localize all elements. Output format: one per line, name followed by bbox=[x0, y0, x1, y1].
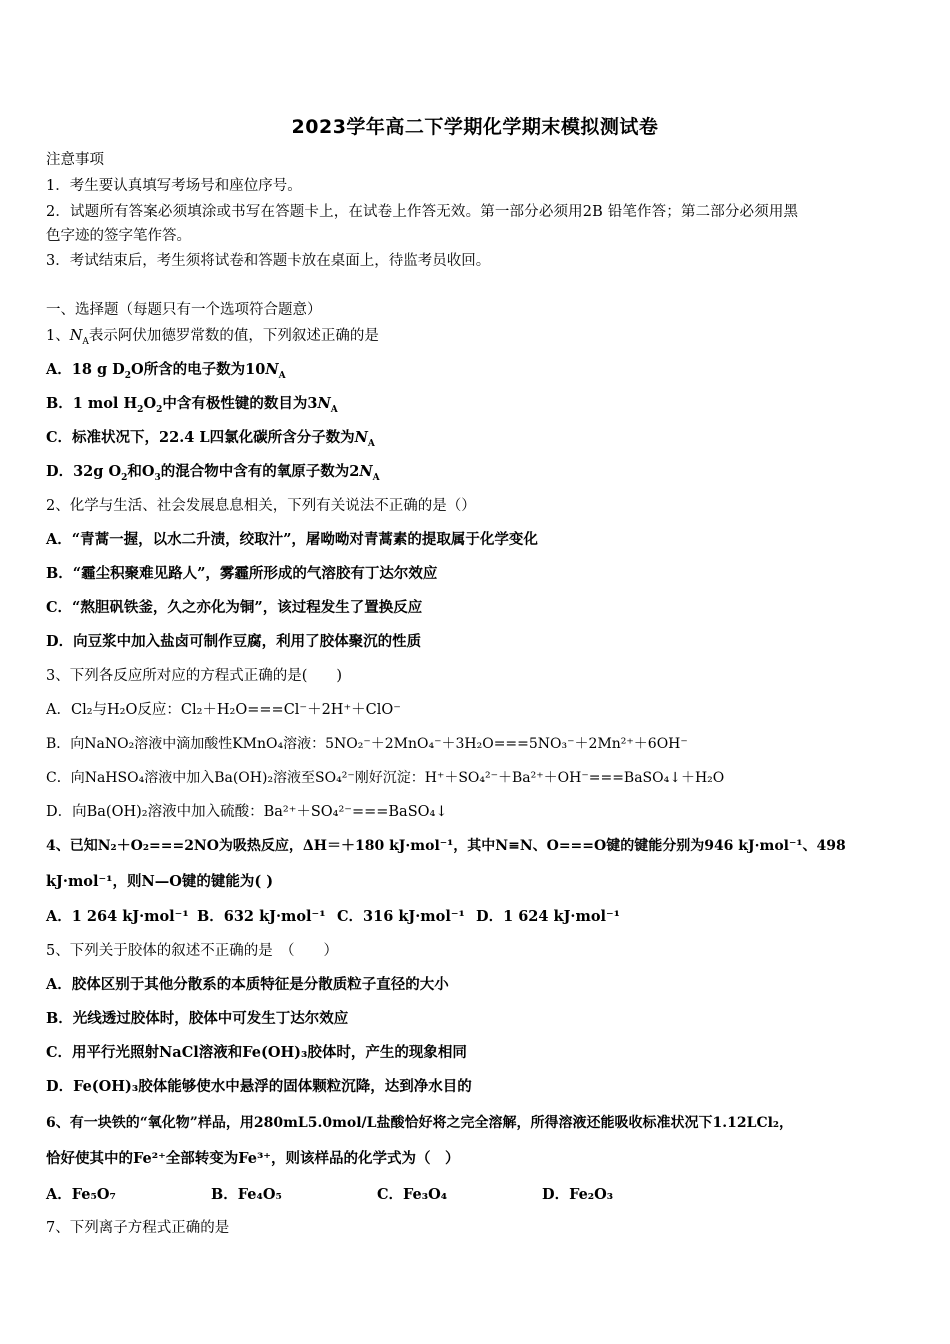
q1-option-a: A．18 g $D_2O$所含的电子数为$10N_A$ bbox=[46, 361, 286, 381]
q6-option-b: B．Fe₄O₅ bbox=[211, 1186, 282, 1203]
q4-stem-line-1: 4、已知N₂＋O₂===2NO为吸热反应，ΔH＝＋180 kJ·mol⁻¹，其中N≡N、O===O键的键能分别为946 kJ·mol⁻¹、498 bbox=[46, 838, 846, 854]
q4-option-a: A．1 264 kJ·mol⁻¹ bbox=[46, 908, 189, 925]
q1-option-d: D．32g $O_2$和$O_3$的混合物中含有的氧原子数为$2N_A$ bbox=[46, 463, 380, 483]
q6-options bbox=[46, 1185, 912, 1205]
q2-stem: 2、化学与生活、社会发展息息相关，下列有关说法不正确的是（） bbox=[46, 498, 476, 514]
q4-option-d: D．1 624 kJ·mol⁻¹ bbox=[476, 908, 621, 925]
q1-option-c: C．标准状况下，22.4 L四氯化碳所含分子数为$N_A$ bbox=[46, 429, 375, 449]
q2-option-d: D．向豆浆中加入盐卤可制作豆腐，利用了胶体聚沉的性质 bbox=[46, 633, 422, 650]
q5-stem: 5、下列关于胶体的叙述不正确的是 （ ） bbox=[46, 943, 338, 959]
q5-option-d: D．Fe(OH)₃胶体能够使水中悬浮的固体颗粒沉降，达到净水目的 bbox=[46, 1078, 472, 1095]
q1-option-b: B．1 mol $H_2O_2$中含有极性键的数目为$3N_A$ bbox=[46, 395, 338, 415]
q3-option-c: C．向NaHSO₄溶液中加入Ba(OH)₂溶液至SO₄²⁻刚好沉淀：H⁺＋SO₄²⁻＋Ba²⁺＋OH⁻===BaSO₄↓＋H₂O bbox=[46, 770, 725, 786]
notice-item-2-cont: 色字迹的签字笔作答。 bbox=[46, 228, 191, 244]
q6-option-a: A．Fe₅O₇ bbox=[46, 1186, 116, 1203]
q6-option-c: C．Fe₃O₄ bbox=[377, 1186, 448, 1203]
q3-option-d: D．向Ba(OH)₂溶液中加入硫酸：Ba²⁺＋SO₄²⁻===BaSO₄↓ bbox=[46, 804, 448, 820]
notice-item-3: 3．考试结束后，考生须将试卷和答题卡放在桌面上，待监考员收回。 bbox=[46, 253, 491, 269]
q4-options bbox=[46, 907, 912, 927]
q6-stem-line-1: 6、有一块铁的“氧化物”样品，用280mL5.0mol/L盐酸恰好将之完全溶解，所得溶液还能吸收标准状况下1.12LCl₂， bbox=[46, 1115, 794, 1131]
page-title: 2023学年高二下学期化学期末模拟测试卷 bbox=[291, 116, 659, 138]
notice-item-2: 2．试题所有答案必须填涂或书写在答题卡上，在试卷上作答无效。第一部分必须用2B 铅笔作答；第二部分必须用黑 bbox=[46, 204, 799, 220]
q3-stem: 3、下列各反应所对应的方程式正确的是( ) bbox=[46, 668, 343, 684]
q5-option-c: C．用平行光照射NaCl溶液和Fe(OH)₃胶体时，产生的现象相同 bbox=[46, 1044, 467, 1061]
q6-stem-line-2: 恰好使其中的Fe²⁺全部转变为Fe³⁺，则该样品的化学式为（ ） bbox=[46, 1150, 460, 1167]
q5-option-b: B．光线透过胶体时，胶体中可发生丁达尔效应 bbox=[46, 1010, 349, 1027]
q3-option-b: B．向NaNO₂溶液中滴加酸性KMnO₄溶液：5NO₂⁻＋2MnO₄⁻＋3H₂O===5NO₃⁻＋2Mn²⁺＋6OH⁻ bbox=[46, 736, 688, 752]
q4-option-c: C．316 kJ·mol⁻¹ bbox=[337, 908, 465, 925]
notice-item-1: 1．考生要认真填写考场号和座位序号。 bbox=[46, 178, 302, 194]
q2-option-c: C．“熬胆矾铁釜，久之亦化为铜”，该过程发生了置换反应 bbox=[46, 599, 423, 616]
q6-option-d: D．Fe₂O₃ bbox=[542, 1186, 614, 1203]
q2-option-b: B．“霾尘积聚难见路人”，雾霾所形成的气溶胶有丁达尔效应 bbox=[46, 565, 438, 582]
q4-option-b: B．632 kJ·mol⁻¹ bbox=[197, 908, 326, 925]
notice-heading: 注意事项 bbox=[46, 152, 104, 168]
q7-stem: 7、下列离子方程式正确的是 bbox=[46, 1220, 230, 1236]
q3-option-a: A．Cl₂与H₂O反应：Cl₂＋H₂O===Cl⁻＋2H⁺＋ClO⁻ bbox=[46, 702, 401, 718]
section-heading: 一、选择题（每题只有一个选项符合题意） bbox=[46, 302, 322, 318]
q2-option-a: A．“青蒿一握，以水二升渍，绞取汁”，屠呦呦对青蒿素的提取属于化学变化 bbox=[46, 531, 538, 548]
q1-stem: 1、$N_A$表示阿伏加德罗常数的值，下列叙述正确的是 bbox=[46, 328, 379, 347]
q4-stem-line-2: kJ·mol⁻¹，则N—O键的键能为( ) bbox=[46, 873, 274, 890]
q5-option-a: A．胶体区别于其他分散系的本质特征是分散质粒子直径的大小 bbox=[46, 976, 449, 993]
